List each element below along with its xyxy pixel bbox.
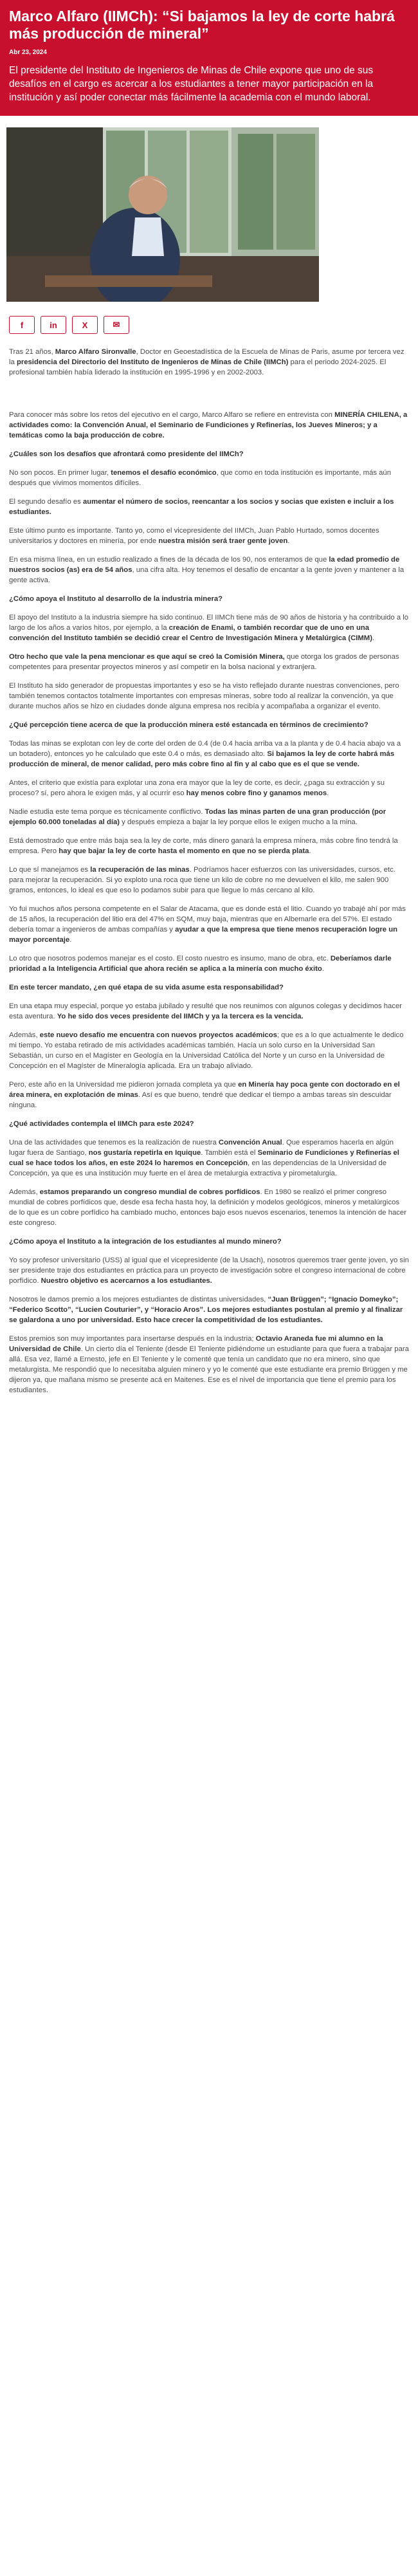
text: En una etapa muy especial, porque yo estaba jubilado y resulté que nos reunimos con algunos colegas y decidimos hacer esta aventura. xyxy=(9,1002,403,1020)
text: El Instituto ha sido generador de propuestas importantes y eso se ha visto reflejado durante nuestras convenciones, pero también tenemos contactos totalmente importantes con empresas mineras, sobre todo al realizar la convención, ya que durante muchos años se hizo en ciudades donde alguna empresa nos recibía y acompañaba a organizar el evento. xyxy=(9,682,399,710)
question-heading: ¿Cómo apoya el Instituto al desarrollo de la industria minera? xyxy=(9,595,223,603)
linkedin-share-button[interactable] xyxy=(41,316,66,334)
text: . Podríamos hacer esfuerzos con las universidades, cursos, etc. para mejorar la recuperación. Si yo exploto una roca que tiene un kilo de cobre no me devuelven el kilo, me salen 900 gramos, entonces, lo ideal es que eso lo podamos subir para que llegue lo más cercano al kilo. xyxy=(9,866,395,894)
bold-text: nuestra misión será traer gente joven xyxy=(158,537,288,545)
facebook-icon: f xyxy=(20,320,24,330)
paragraph xyxy=(9,739,409,769)
text: . xyxy=(287,537,290,545)
article-title: Marco Alfaro (IIMCh): “Si bajamos la ley de corte habrá más producción de mineral” xyxy=(9,8,395,42)
text: Está demostrado que entre más baja sea la ley de corte, más dinero ganará la empresa minera, más cobre fino tendrá la empresa. Pero xyxy=(9,837,398,855)
bold-text: la edad promedio de nuestros socios (as) era de 54 años xyxy=(9,556,400,574)
text: Una de las actividades que tenemos es la realización de nuestra xyxy=(9,1139,219,1146)
text: Nosotros le damos premio a los mejores estudiantes de distintas universidades, xyxy=(9,1296,268,1303)
text: Nadie estudia este tema porque es técnicamente conflictivo. xyxy=(9,808,205,816)
text: . xyxy=(327,789,329,797)
bold-text: la recuperación de las minas xyxy=(90,866,190,874)
text: . xyxy=(69,936,72,944)
bold-text: tenemos el desafío económico xyxy=(111,469,217,477)
bold-text: en Minería hay poca gente con doctorado en el área minera, en explotación de minas xyxy=(9,1081,400,1099)
author-bio-paragraph xyxy=(9,347,409,378)
text: . Que esperamos hacerla en algún lugar fuera de Santiago, xyxy=(9,1139,394,1157)
text: , que como en toda institución es importante, más aún después que vivimos momentos difíciles. xyxy=(9,469,391,487)
text: Tras 21 años, xyxy=(9,348,55,356)
bold-text: presidencia del Directorio del Instituto de Ingenieros de Minas de Chile (IIMCh) xyxy=(16,358,289,366)
share-bar xyxy=(9,316,418,334)
text: que otorga los grados de personas competentes para presentar proyectos mineros y así competir en la bolsa nacional y extranjera. xyxy=(9,653,399,671)
bold-text: Si bajamos la ley de corte habrá más producción de mineral, de menor calidad, pero más cobre fino al fin y al cabo que es el que se vende. xyxy=(9,750,395,768)
text: Yo fui muchos años persona competente en el Salar de Atacama, que es donde está el litio. Cuando yo trabajé ahí por más de 15 años, la recuperación del litio era del 47% en SQM, muy baja, mientras que en Albemarle era del 57%. El estado debería tomar a ingenieros de ambas compañías y xyxy=(9,905,406,934)
text: . También está el xyxy=(201,1149,258,1157)
bold-text: nos gustaría repetirla en Iquique xyxy=(88,1149,201,1157)
question-heading: ¿Cuáles son los desafíos que afrontará como presidente del IIMCh? xyxy=(9,450,244,458)
bold-text: “Juan Brüggen”; “Ignacio Domeyko”; “Federico Scotto”, “Lucien Couturier”, y “Horacio Aros”. Los mejores estudiantes postulan al premio y al finalizar se galardona a uno por universidad. Esto hace crecer la competitividad de los estudiantes. xyxy=(9,1296,403,1324)
text: El apoyo del Instituto a la industria siempre ha sido continuo. El IIMCh tiene más de 90 años de historia y ha contribuido a lo largo de los años a varios hitos, por ejemplo, a la xyxy=(9,614,409,632)
text: ; que es a lo que actualmente le dedico mi tiempo. Yo estaba retirado de mis actividades académicas también. Hacía un solo curso en la Universidad San Sebastián, un curso en el Magíster en Geología en la Universidad Católica del Norte y un curso en la Universidad de Concepción en el Magíster de Mineralogía aplicada. Era un trabajo aliviado. xyxy=(9,1031,404,1070)
email-icon: ✉ xyxy=(113,320,120,329)
text: Este último punto es importante. Tanto yo, como el vicepresidente del IIMCh, Juan Pablo Hurtado, somos docentes universitarios y doctores en minería, por ende xyxy=(9,527,379,545)
text: Lo que sí manejamos es xyxy=(9,866,91,874)
paragraph xyxy=(9,1080,409,1110)
bold-text: Nuestro objetivo es acercarnos a los estudiantes. xyxy=(41,1277,212,1285)
paragraph xyxy=(9,612,409,643)
paragraph xyxy=(9,1137,409,1179)
article-lead: El presidente del Instituto de Ingenieros de Minas de Chile expone que uno de sus desafíos en el cargo es acercar a los estudiantes a tener mayor participación en la institución y así poder conectar más fácilmente la academia con el mundo laboral. xyxy=(9,65,374,103)
bold-text: aumentar el número de socios, reencantar a los socios y socias que existen e incluir a los estudiantes. xyxy=(9,498,394,516)
text: En esa misma línea, en un estudio realizado a fines de la década de los 90, nos enteramos de que xyxy=(9,556,329,564)
paragraph xyxy=(9,1001,409,1022)
text: para el periodo 2024-2025. El profesional también había liderado la institución en 1995-1996 y en 2002-2003. xyxy=(9,358,386,376)
text: Lo otro que nosotros podemos manejar es el costo. El costo nuestro es insumo, mano de obra, etc. xyxy=(9,955,331,962)
portrait-image xyxy=(6,127,319,302)
text: Estos premios son muy importantes para insertarse después en la industria; xyxy=(9,1335,256,1343)
paragraph xyxy=(9,904,409,945)
linkedin-icon: in xyxy=(50,320,57,330)
paragraph xyxy=(9,1187,409,1228)
text: y después empieza a bajar la ley porque ellos le exigen mucho a la mina. xyxy=(120,818,358,826)
question-heading: ¿Cómo apoya el Instituto a la integración de los estudiantes al mundo minero? xyxy=(9,1238,282,1246)
text: . Un cierto día el Teniente (desde El Teniente pidiéndome un estudiante para que fuera a trabajar para allá. Esa vez, llamé a Ernesto, jefe en El Teniente y le comenté que tenía un candidato que no era minero, sino que metalurgista. Me respondió que lo necesitaba alguien minero y yo le comenté que este estudiante era premio Brüggen y me dijeron ya, que mañana mismo se presente acá en Maitenes. Ese es el nivel de importancia que tiene el premio para los estudiantes. xyxy=(9,1345,409,1394)
text: , una cifra alta. Hoy tenemos el desafío de encantar a la gente joven y mantener a la gente activa. xyxy=(9,566,404,584)
bold-text: Octavio Araneda fue mi alumno en la Universidad de Chile xyxy=(9,1335,383,1353)
question-heading: En este tercer mandato, ¿en qué etapa de su vida asume esta responsabilidad? xyxy=(9,984,284,991)
bold-text: hay menos cobre fino y ganamos menos xyxy=(186,789,327,797)
text: Además, xyxy=(9,1188,40,1196)
bold-text: hay que bajar la ley de corte hasta el momento en que no se pierda plata xyxy=(59,847,309,855)
bold-text: ayudar a que la empresa que tiene menos recuperación logre un mayor porcentaje xyxy=(9,926,398,944)
bold-text: Deberíamos darle prioridad a la Inteligencia Artificial que ahora recién se aplica a la minería con mucho éxito xyxy=(9,955,392,973)
bold-text: Marco Alfaro Sironvalle xyxy=(55,348,136,356)
bold-text: estamos preparando un congreso mundial de cobres porfídicos xyxy=(39,1188,260,1196)
paragraph xyxy=(9,652,409,672)
paragraph xyxy=(9,468,409,488)
paragraph xyxy=(9,1030,409,1071)
paragraph xyxy=(9,1294,409,1325)
question-heading: ¿Qué percepción tiene acerca de que la producción minera esté estancada en términos de crecimiento? xyxy=(9,721,368,729)
text: El segundo desafío es xyxy=(9,498,83,506)
question-heading: ¿Qué actividades contempla el IIMCh para este 2024? xyxy=(9,1120,194,1128)
text: , Doctor en Geoestadística de la Escuela de Minas de Paris, asume por tercera vez la xyxy=(9,348,404,366)
text: Yo soy profesor universitario (USS) al igual que el vicepresidente (de la Usach), nosotros queremos traer gente joven, yo sin ser presidente traje dos estudiantes en práctica para un proyecto de investigación sobre el congreso internacional de cobre porfídico. xyxy=(9,1256,409,1285)
article-header xyxy=(0,0,418,116)
x-share-button[interactable] xyxy=(72,316,98,334)
bold-text: creación de Enami, o también recordar que de uno en una convención del Instituto también se decidió crear el Centro de Investigación Minera y Metalúrgica (CIMM) xyxy=(9,624,372,642)
paragraph xyxy=(9,1255,409,1286)
article-photo xyxy=(6,127,319,302)
bold-text: Otro hecho que vale la pena mencionar es que aquí se creó la Comisión Minera, xyxy=(9,653,285,661)
text: . En 1980 se realizó el primer congreso mundial de cobres porfídicos que, desde esa fecha hasta hoy, la definición y modelos geológicos, mineros y metalúrgicos de lo que es un cobre porfídico ha cambiado mucho, entonces bajo esos nuevos escenarios, tenemos la intención de hacer este congreso. xyxy=(9,1188,406,1227)
text: . xyxy=(372,634,375,642)
article-body xyxy=(0,334,418,1395)
text: . xyxy=(322,965,324,973)
paragraph xyxy=(9,410,409,441)
paragraph xyxy=(9,681,409,712)
paragraph xyxy=(9,836,409,856)
paragraph xyxy=(9,497,409,517)
paragraph xyxy=(9,1334,409,1395)
paragraph xyxy=(9,526,409,546)
text: . Así es que bueno, tendré que dedicar el tiempo a ambas tareas sin descuidar ninguna. xyxy=(9,1091,392,1109)
text: Para conocer más sobre los retos del ejecutivo en el cargo, Marco Alfaro se refiere en entrevista con xyxy=(9,411,335,419)
paragraph xyxy=(9,807,409,827)
text: Antes, el criterio que existía para explotar una zona era mayor que la ley de corte, es decir, ¿paga su extracción y su proceso? sí, pero ahora le exigen más, y al ocurrir eso xyxy=(9,779,385,797)
bold-text: Yo he sido dos veces presidente del IIMCh y ya la tercera es la vencida. xyxy=(57,1013,304,1020)
paragraph xyxy=(9,865,409,896)
bold-text: Convención Anual xyxy=(218,1139,282,1146)
bold-text: Todas las minas parten de una gran producción (por ejemplo 60.000 toneladas al día) xyxy=(9,808,386,826)
text: Todas las minas se explotan con ley de corte del orden de 0.4 (de 0.4 hacia arriba va a la planta y de 0.4 hacia abajo va a un botadero), entonces yo he calculado que este 0.4 o más, es demasiado alto. xyxy=(9,740,401,758)
text: Pero, este año en la Universidad me pidieron jornada completa ya que xyxy=(9,1081,239,1089)
text: Además, xyxy=(9,1031,40,1039)
x-icon: X xyxy=(82,320,88,330)
text: No son pocos. En primer lugar, xyxy=(9,469,111,477)
email-share-button[interactable] xyxy=(104,316,129,334)
bold-text: este nuevo desafío me encuentra con nuevos proyectos académicos xyxy=(39,1031,277,1039)
facebook-share-button[interactable] xyxy=(9,316,35,334)
paragraph xyxy=(9,555,409,585)
paragraph xyxy=(9,778,409,798)
bold-text: Seminario de Fundiciones y Refinerías el cual se hace todos los años, en este 2024 lo haremos en Concepción xyxy=(9,1149,399,1167)
text: . xyxy=(309,847,311,855)
paragraph xyxy=(9,953,409,974)
bold-text: MINERÍA CHILENA, a actividades como: la Convención Anual, el Seminario de Fundiciones y Refinerías, los Jueves Mineros; y a temáticas como la baja producción de cobre. xyxy=(9,411,408,439)
article-date: Abr 23, 2024 xyxy=(9,49,47,56)
text: , en las dependencias de la Universidad de Concepción, ya que es una institución muy fuerte en el área de metalurgia extractiva y pirometalurgia. xyxy=(9,1159,387,1177)
